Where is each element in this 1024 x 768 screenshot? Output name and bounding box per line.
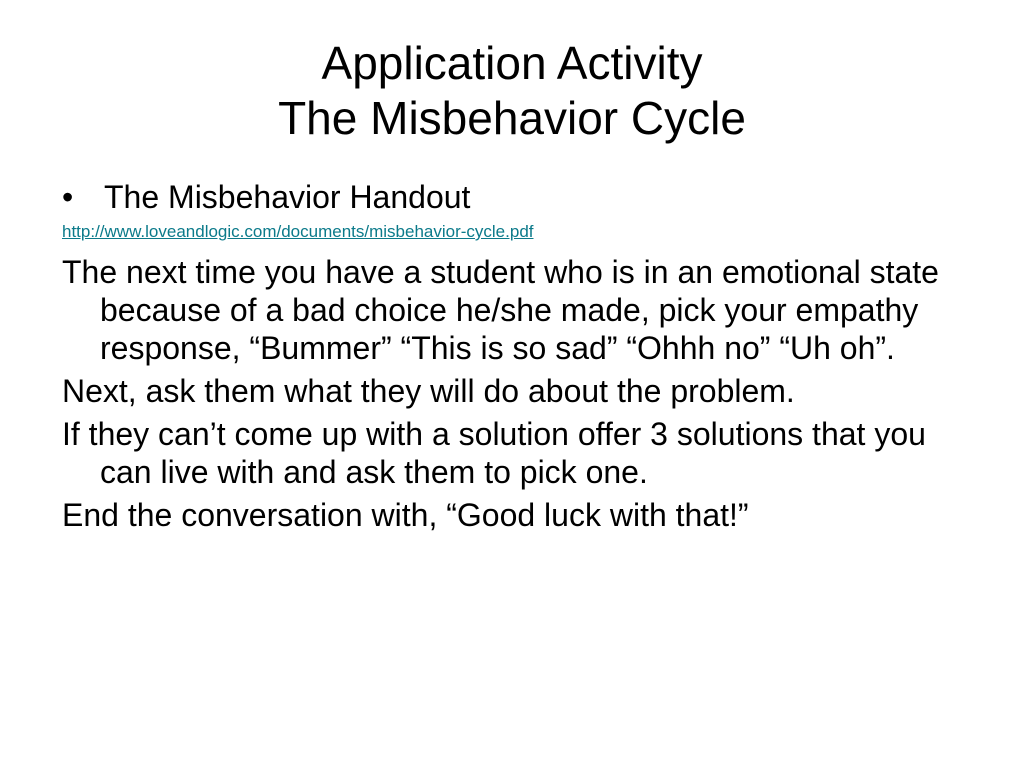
paragraph-solutions: If they can’t come up with a solution offer 3 solutions that you can live with and ask them to pick one. (62, 416, 926, 490)
slide-title (0, 36, 1024, 146)
title-line-1: Application Activity (321, 37, 703, 89)
handout-link[interactable]: http://www.loveandlogic.com/documents/misbehavior-cycle.pdf (62, 222, 534, 241)
bullet-text: The Misbehavior Handout (104, 179, 471, 215)
bullet-dot-icon: • (62, 179, 74, 215)
title-line-2: The Misbehavior Cycle (278, 92, 746, 144)
paragraph-end: End the conversation with, “Good luck with that!” (62, 497, 749, 533)
bullet-item (62, 178, 962, 216)
slide-body (62, 178, 962, 539)
paragraph-empathy: The next time you have a student who is in an emotional state because of a bad choice he/she made, pick your empathy response, “Bummer” “This is so sad” “Ohhh no” “Uh oh”. (62, 254, 939, 366)
paragraph-ask: Next, ask them what they will do about the problem. (62, 373, 795, 409)
